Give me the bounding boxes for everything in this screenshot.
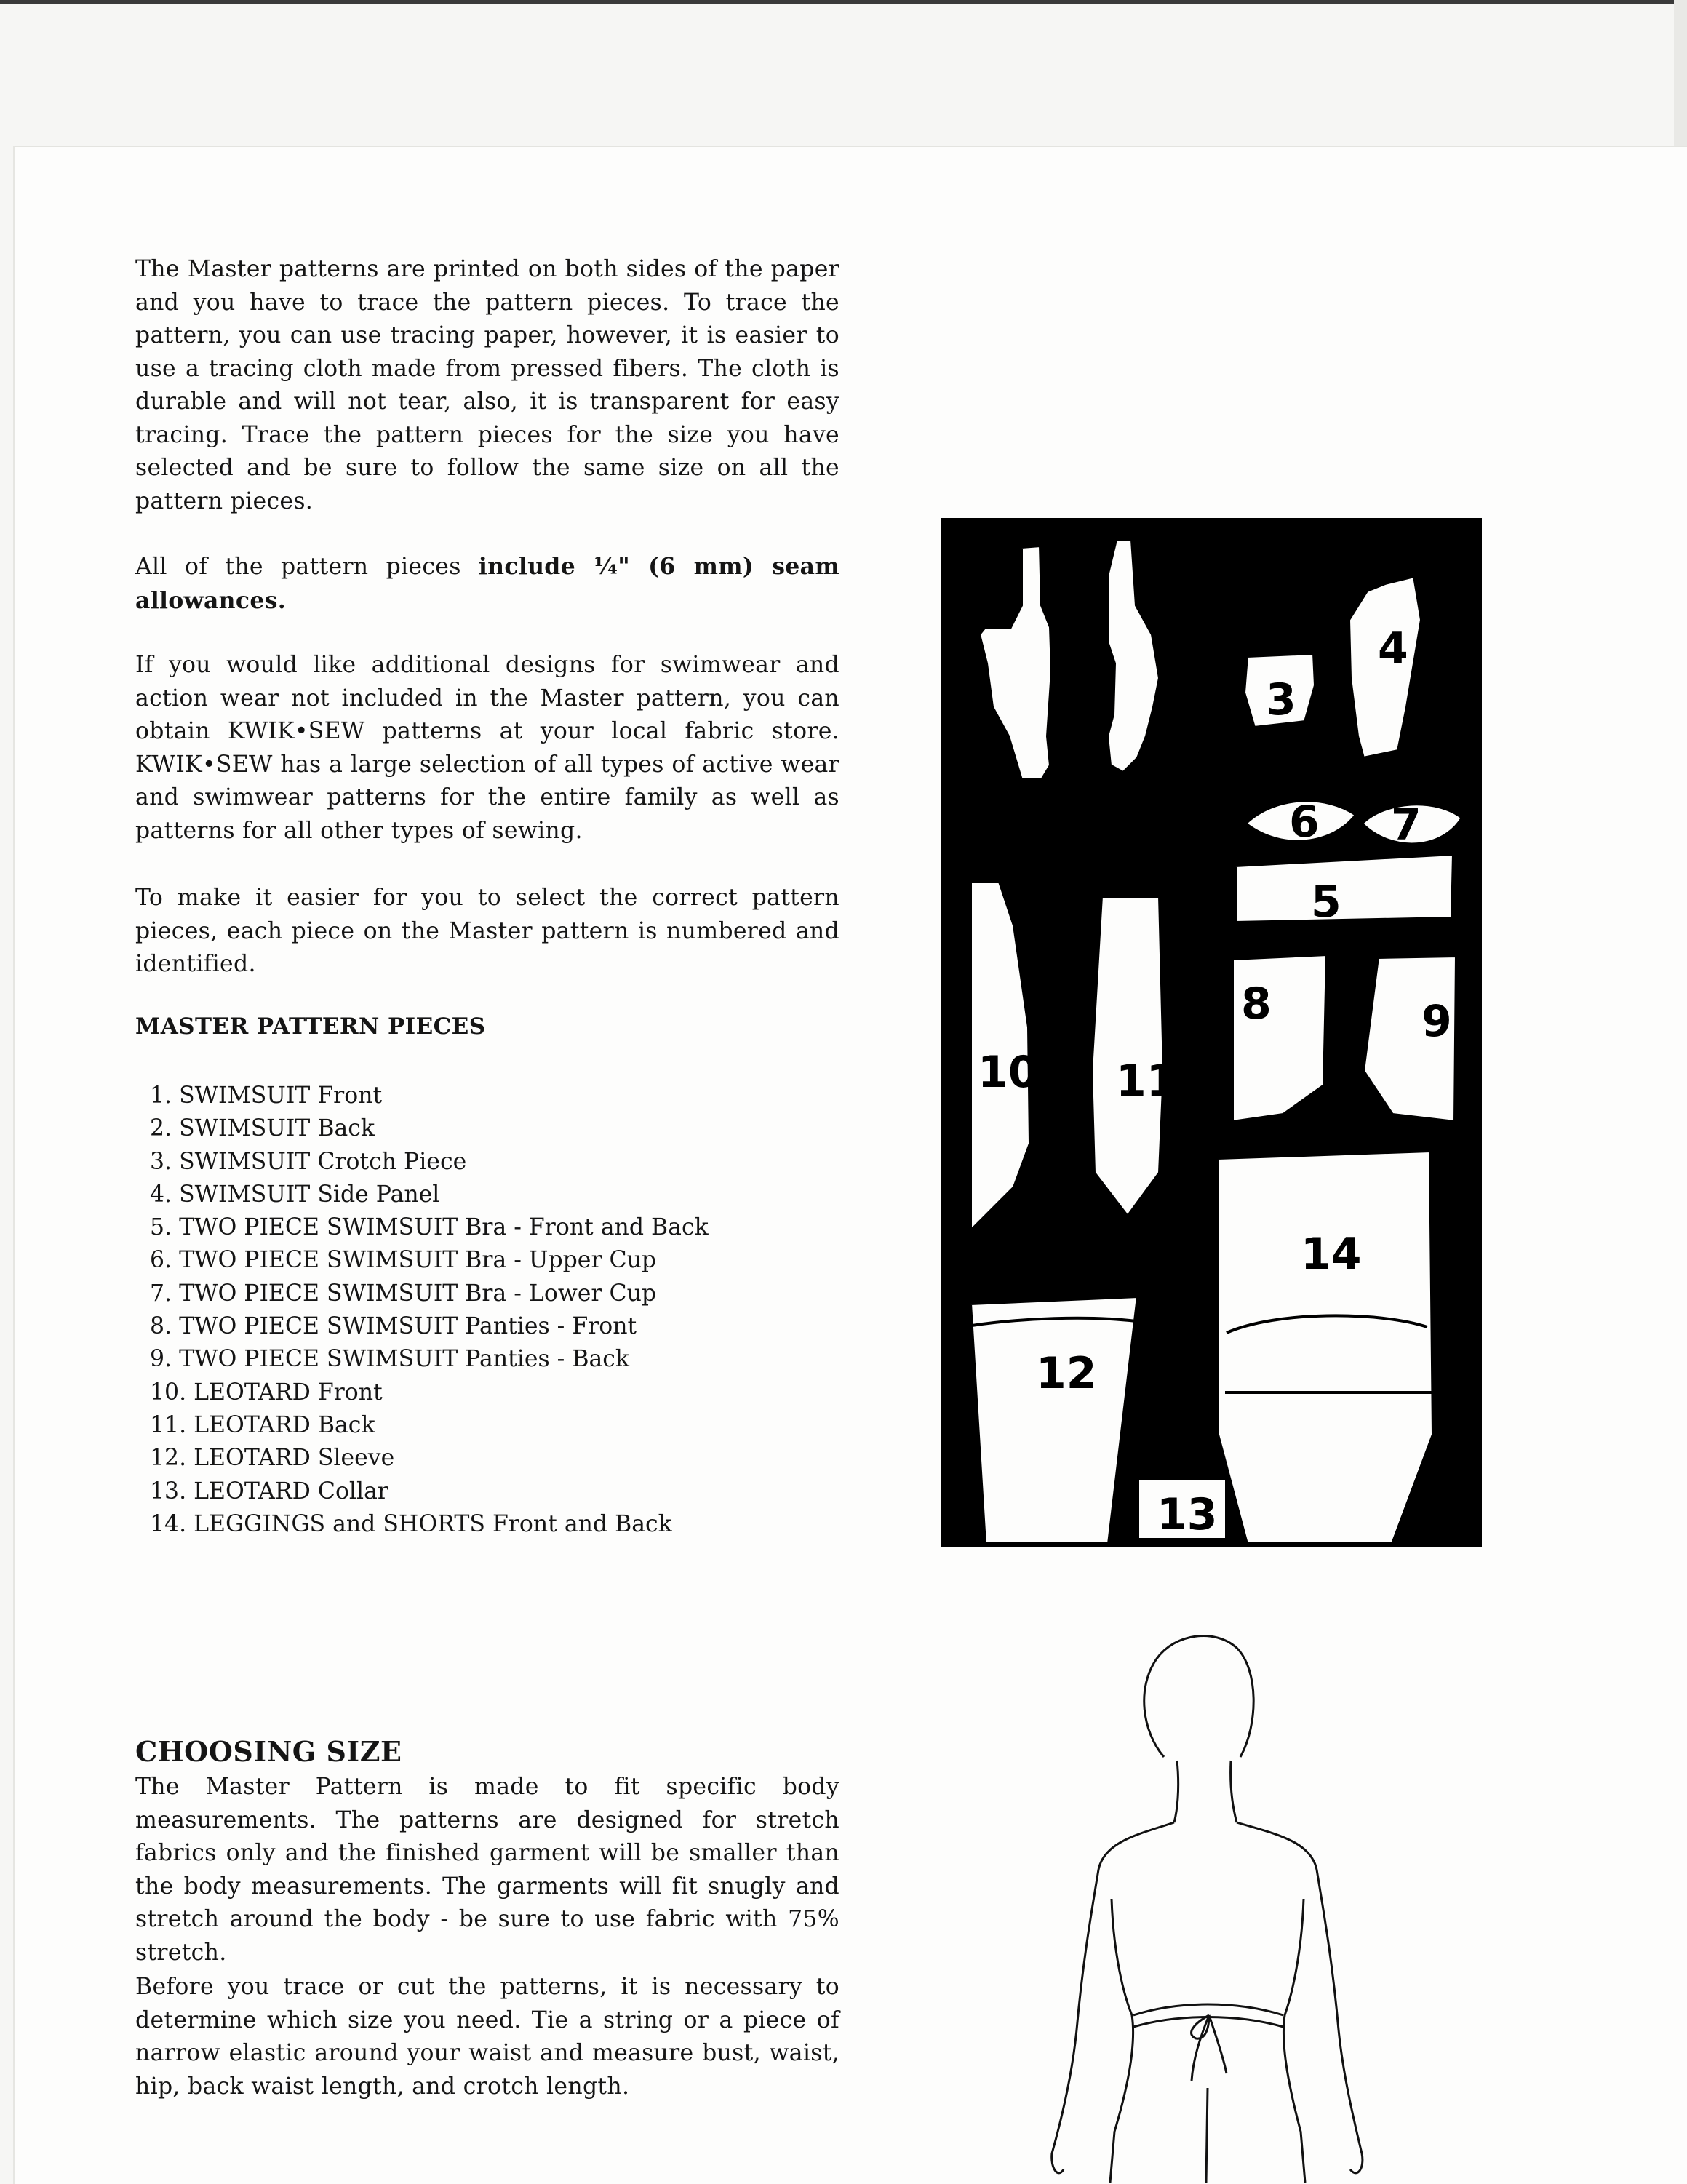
list-item: 2. SWIMSUIT Back (150, 1115, 375, 1142)
choosing-text-1: The Master Pattern is made to fit specific body measurements. The patterns are designed for stretch fabrics only and the finished garment will be smaller than the body measurements. The garments will fit snugly and stretch around the body - be sure to use fabric with 75% stretch. (135, 1774, 839, 1966)
choosing-text-2: Before you trace or cut the patterns, it is necessary to determine which size you need. Tie a string or a piece of narrow elastic around your waist and measure bust, waist, hip, back waist length, and crotch length. (135, 1974, 839, 2100)
list-item: 9. TWO PIECE SWIMSUIT Panties - Back (150, 1346, 629, 1373)
label-4: 4 (1378, 623, 1408, 674)
label-5: 5 (1311, 877, 1341, 928)
piece-12-shape (970, 1296, 1138, 1544)
label-14: 14 (1301, 1229, 1362, 1280)
list-item: 10. LEOTARD Front (150, 1379, 383, 1406)
list-item: 3. SWIMSUIT Crotch Piece (150, 1148, 467, 1175)
seam-lead-text: All of the pattern pieces (135, 554, 479, 580)
label-2: 2 (1152, 704, 1183, 754)
figure-left-shoulder-arm (1052, 1822, 1174, 2173)
figure-neck (1174, 1761, 1237, 1822)
intro-paragraph (135, 253, 839, 518)
label-11: 11 (1116, 1056, 1177, 1107)
label-10: 10 (978, 1047, 1039, 1098)
list-item: 6. TWO PIECE SWIMSUIT Bra - Upper Cup (150, 1247, 657, 1274)
piece-14-shape (1218, 1151, 1433, 1544)
label-6: 6 (1289, 797, 1320, 848)
figure-right-shoulder-arm (1237, 1822, 1363, 2173)
seam-allowance-paragraph (135, 550, 839, 618)
choosing-size-heading: CHOOSING SIZE (135, 1735, 402, 1768)
designs-text: If you would like additional designs for swimwear and action wear not included in the Master pattern, you can obtain KWIK•SEW patterns at your local fabric store. KWIK•SEW has a large selection of all types of active wear and swimwear patterns for the entire family as well as patterns for all other types of sewing. (135, 652, 839, 844)
label-3: 3 (1266, 674, 1296, 725)
scan-top-edge (0, 0, 1687, 4)
figure-string-bow (1192, 2015, 1227, 2081)
label-1: 1 (1043, 696, 1074, 747)
pieces-list (150, 1080, 709, 1541)
list-item: 7. TWO PIECE SWIMSUIT Bra - Lower Cup (150, 1280, 657, 1307)
scan-shadow (1674, 0, 1687, 146)
label-9: 9 (1421, 996, 1452, 1047)
list-item: 1. SWIMSUIT Front (150, 1083, 383, 1109)
choosing-paragraph-1 (135, 1771, 839, 1969)
list-item: 13. LEOTARD Collar (150, 1478, 388, 1505)
label-13: 13 (1157, 1489, 1218, 1540)
numbered-pieces-paragraph (135, 882, 839, 981)
list-item: 4. SWIMSUIT Side Panel (150, 1181, 440, 1208)
figure-spine (1206, 2088, 1208, 2183)
body-figure-illustration (1018, 1622, 1397, 2183)
numbered-text: To make it easier for you to select the correct pattern pieces, each piece on the Master pattern is numbered and identified. (135, 885, 839, 977)
list-item: 14. LEGGINGS and SHORTS Front and Back (150, 1510, 672, 1537)
list-item: 5. TWO PIECE SWIMSUIT Bra - Front and Back (150, 1214, 709, 1241)
list-item: 12. LEOTARD Sleeve (150, 1445, 395, 1472)
pattern-layout-diagram (941, 518, 1482, 1547)
label-8: 8 (1241, 979, 1272, 1029)
figure-left-torso (1110, 1899, 1133, 2183)
additional-designs-paragraph (135, 649, 839, 848)
label-12: 12 (1036, 1348, 1097, 1399)
list-item: 11. LEOTARD Back (150, 1411, 375, 1438)
piece-5-shape (1235, 854, 1453, 922)
label-7: 7 (1391, 800, 1421, 850)
list-item: 8. TWO PIECE SWIMSUIT Panties - Front (150, 1313, 637, 1340)
pieces-heading: MASTER PATTERN PIECES (135, 1013, 486, 1040)
seam-bold-text: include ¼" (6 mm) seam allowances. (135, 553, 839, 614)
choosing-paragraph-2 (135, 1971, 839, 2103)
figure-head (1144, 1636, 1253, 1757)
figure-right-torso (1283, 1899, 1305, 2183)
intro-text: The Master patterns are printed on both sides of the paper and you have to trace the pattern pieces. To trace the pattern, you can use tracing paper, however, it is easier to use a tracing cloth made from pressed fibers. The cloth is durable and will not tear, also, it is transparent for easy tracing. Trace the pattern pieces for the size you have selected and be sure to follow the same size on all the pattern pieces. (135, 256, 839, 514)
